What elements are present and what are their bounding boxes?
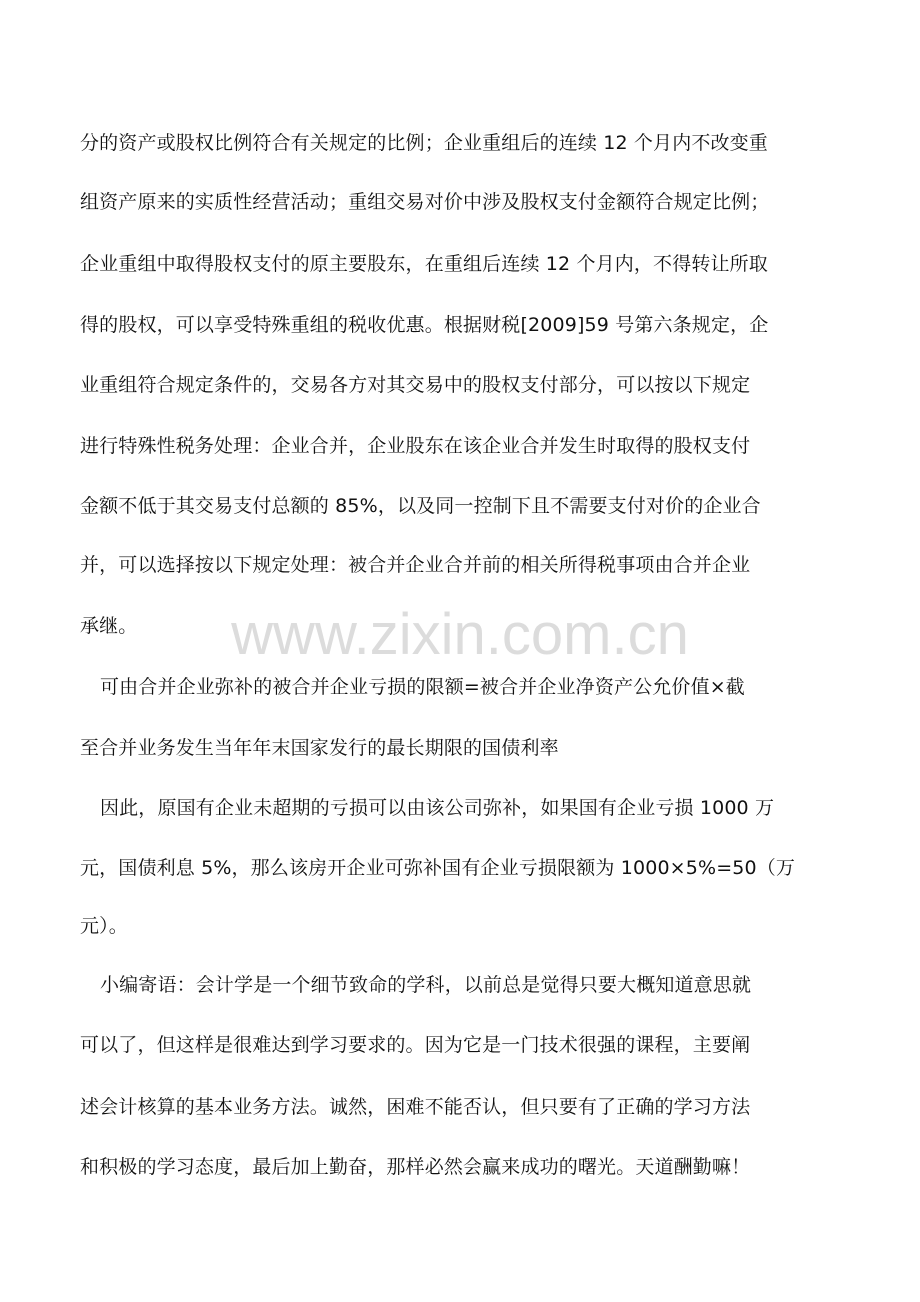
paragraph-1-line-2: 组资产原来的实质性经营活动；重组交易对价中涉及股权支付金额符合规定比例；: [80, 191, 770, 213]
paragraph-3-line-2: 元，国债利息 5%，那么该房开企业可弥补国有企业亏损限额为 1000×5%=50（万: [80, 857, 796, 879]
paragraph-3-line-3: 元）。: [80, 915, 128, 937]
paragraph-4-line-2: 可以了，但这样是很难达到学习要求的。因为它是一门技术很强的课程，主要阐: [80, 1034, 751, 1056]
paragraph-1-line-6: 进行特殊性税务处理：企业合并，企业股东在该企业合并发生时取得的股权支付: [80, 435, 751, 457]
paragraph-1-line-3: 企业重组中取得股权支付的原主要股东，在重组后连续 12 个月内，不得转让所取: [80, 253, 768, 275]
paragraph-1-line-9: 承继。: [80, 615, 138, 637]
paragraph-1-line-5: 业重组符合规定条件的，交易各方对其交易中的股权支付部分，可以按以下规定: [80, 374, 751, 396]
paragraph-4-line-1: 小编寄语：会计学是一个细节致命的学科，以前总是觉得只要大概知道意思就: [100, 974, 752, 996]
paragraph-3-line-1: 因此，原国有企业未超期的亏损可以由该公司弥补，如果国有企业亏损 1000 万: [100, 797, 775, 819]
watermark: www.zixin.com.cn: [231, 602, 689, 667]
paragraph-1-line-8: 并，可以选择按以下规定处理：被合并企业合并前的相关所得税事项由合并企业: [80, 554, 751, 576]
paragraph-4-line-4: 和积极的学习态度，最后加上勤奋，那样必然会赢来成功的曙光。天道酬勤嘛！: [80, 1156, 751, 1178]
paragraph-1-line-1: 分的资产或股权比例符合有关规定的比例；企业重组后的连续 12 个月内不改变重: [80, 132, 768, 154]
paragraph-2-line-1: 可由合并企业弥补的被合并企业亏损的限额=被合并企业净资产公允价值×截: [100, 676, 745, 698]
paragraph-1-line-4: 得的股权，可以享受特殊重组的税收优惠。根据财税[2009]59 号第六条规定，企: [80, 314, 769, 336]
paragraph-1-line-7: 金额不低于其交易支付总额的 85%，以及同一控制下且不需要支付对价的企业合: [80, 495, 761, 517]
paragraph-4-line-3: 述会计核算的基本业务方法。诚然，困难不能否认，但只要有了正确的学习方法: [80, 1096, 751, 1118]
paragraph-2-line-2: 至合并业务发生当年年末国家发行的最长期限的国债利率: [80, 737, 559, 759]
